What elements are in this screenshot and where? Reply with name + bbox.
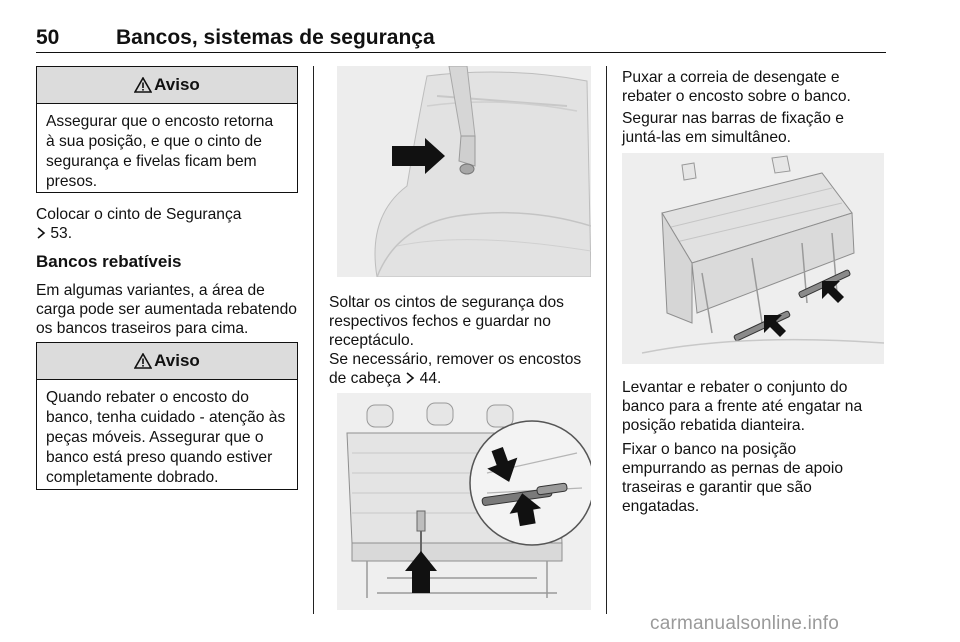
text-line: Puxar a correia de desengate e (622, 69, 840, 86)
page-reference[interactable]: 44. (419, 370, 442, 387)
paragraph-headrest (329, 350, 581, 388)
warning-header (37, 67, 297, 104)
text-line: banco está preso quando estiver (46, 449, 273, 466)
text-line: respectivos fechos e guardar no (329, 313, 551, 330)
text-line: banco, tenha cuidado - atenção às (46, 409, 286, 426)
warning-triangle-icon (134, 353, 152, 369)
page-title: Bancos, sistemas de segurança (116, 26, 435, 49)
warning-box (36, 66, 298, 193)
text-line: Se necessário, remover os encostos (329, 351, 582, 368)
text-line: posição rebatida dianteira. (622, 417, 805, 434)
paragraph-release-strap (622, 68, 851, 106)
text-line: receptáculo. (329, 332, 414, 349)
section-heading: Bancos rebatíveis (36, 252, 182, 271)
text-line: engatadas. (622, 498, 700, 515)
paragraph-fixing-bars (622, 109, 844, 147)
text-line: empurrando as pernas de apoio (622, 460, 844, 477)
text-fragment: de cabeça (329, 370, 401, 387)
warning-text (37, 380, 297, 488)
text-line: Colocar o cinto de Segurança (36, 206, 242, 223)
text-line: Em algumas variantes, a área de (36, 282, 265, 299)
warning-triangle-icon (134, 77, 152, 93)
page-reference[interactable]: 53. (50, 225, 73, 242)
text-line: completamente dobrado. (46, 469, 219, 486)
text-line: carga pode ser aumentada rebatendo (36, 301, 297, 318)
text-line: Segurar nas barras de fixação e (622, 110, 844, 127)
paragraph-seatbelt-ref (36, 205, 241, 243)
page-number: 50 (36, 26, 60, 49)
reference-arrow-icon[interactable] (405, 372, 415, 384)
text-line: Soltar os cintos de segurança dos (329, 294, 564, 311)
text-line: juntá-las em simultâneo. (622, 129, 792, 146)
warning-title: Aviso (154, 351, 200, 370)
text-line: à sua posição, e que o cinto de (46, 133, 262, 150)
warning-text (37, 104, 297, 192)
reference-arrow-icon[interactable] (36, 227, 46, 239)
page-header (36, 26, 886, 53)
text-line: os bancos traseiros para cima. (36, 320, 249, 337)
warning-box (36, 342, 298, 490)
text-line: Fixar o banco na posição (622, 441, 797, 458)
text-line: rebater o encosto sobre o banco. (622, 88, 851, 105)
watermark: carmanualsonline.info (650, 613, 840, 634)
text-line: Assegurar que o encosto retorna (46, 113, 274, 130)
text-line: presos. (46, 173, 98, 190)
folded-seat-illustration (622, 153, 884, 364)
paragraph-secure-seat (622, 440, 843, 516)
paragraph-intro (36, 281, 297, 338)
text-line (36, 224, 241, 243)
paragraph-seatbelt-store (329, 293, 564, 350)
column-divider (606, 66, 607, 614)
seatbelt-illustration (337, 66, 591, 277)
paragraph-lift-seat (622, 378, 862, 435)
text-line: banco para a frente até engatar na (622, 398, 863, 415)
warning-title: Aviso (154, 75, 200, 94)
rear-bench-illustration (337, 393, 591, 610)
text-line: Quando rebater o encosto do (46, 389, 249, 406)
text-line: traseiras e garantir que são (622, 479, 812, 496)
warning-header (37, 343, 297, 380)
column-divider (313, 66, 314, 614)
text-line: peças móveis. Assegurar que o (46, 429, 264, 446)
text-line: Levantar e rebater o conjunto do (622, 379, 848, 396)
text-line (329, 369, 581, 388)
text-line: segurança e fivelas ficam bem (46, 153, 257, 170)
